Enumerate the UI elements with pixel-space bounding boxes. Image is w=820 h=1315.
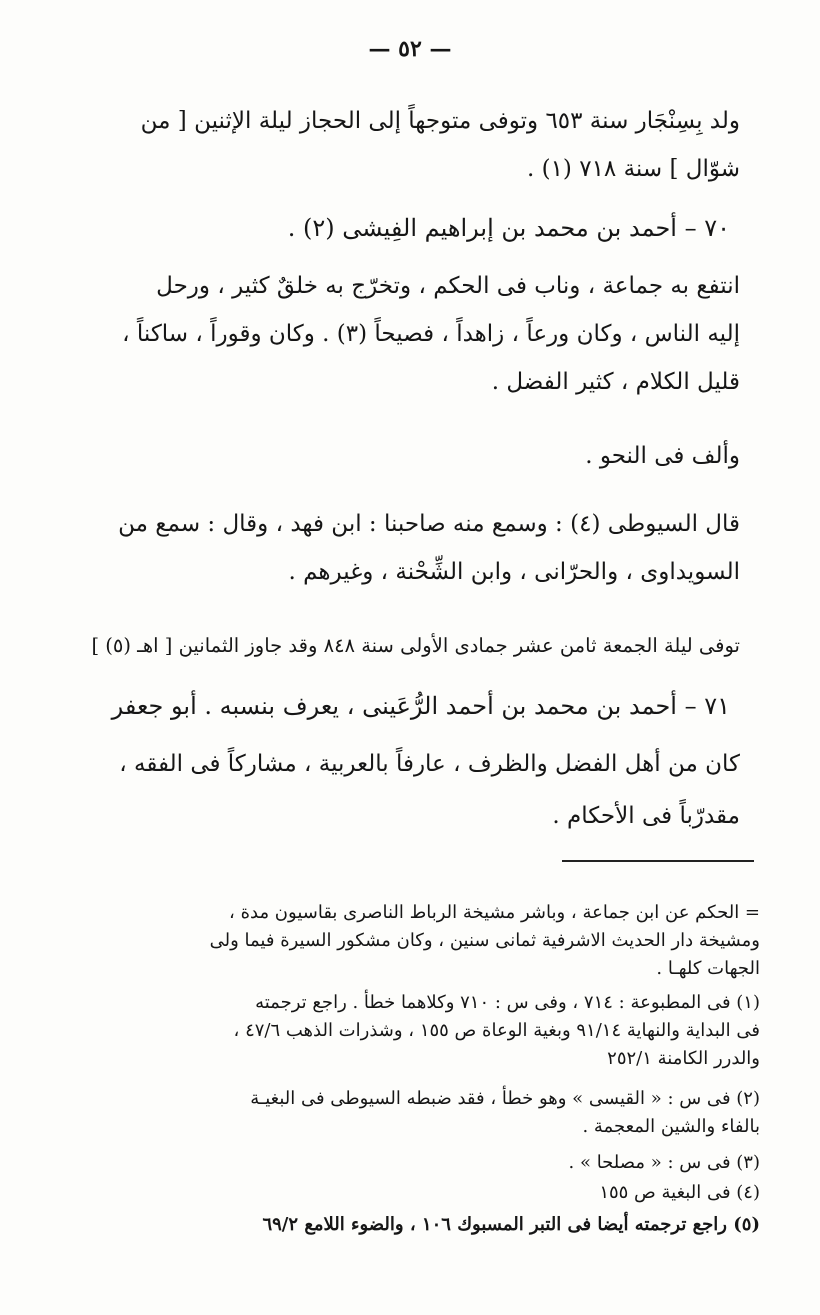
footnote-line: فى البداية والنهاية ٩١/١٤ وبغية الوعاة ص ١٥٥ ، وشذرات الذهب ٤٧/٦ ، <box>233 1020 760 1041</box>
body-line: انتفع به جماعة ، وناب فى الحكم ، وتخرّج به خلقٌ كثير ، ورحل <box>156 273 740 299</box>
body-line: كان من أهل الفضل والظرف ، عارفاً بالعربية ، مشاركاً فى الفقه ، <box>119 751 740 777</box>
body-line: إليه الناس ، وكان ورعاً ، زاهداً ، فصيحاً (٣) . وكان وقوراً ، ساكناً ، <box>122 321 740 347</box>
footnote-line: الجهات كلهـا . <box>656 958 760 979</box>
footnote-separator <box>562 860 754 862</box>
page-number: — ٥٢ — <box>368 36 452 62</box>
body-line: السويداوى ، والحرّانى ، وابن الشِّحْنة ، وغيرهم . <box>288 559 740 585</box>
body-line: شوّال ] سنة ٧١٨ (١) . <box>526 156 740 182</box>
body-line: وألف فى النحو . <box>585 443 740 469</box>
body-line: قال السيوطى (٤) : وسمع منه صاحبنا : ابن فهد ، وقال : سمع من <box>118 511 740 537</box>
body-line: ولد بِسِنْجَار سنة ٦٥٣ وتوفى متوجهاً إلى الحجاز ليلة الإثنين [ من <box>140 108 740 134</box>
footnote-line: ومشيخة دار الحديث الاشرفية ثمانى سنين ، وكان مشكور السيرة فيما ولى <box>209 930 760 951</box>
footnote-line: (٤) فى البغية ص ١٥٥ <box>599 1182 760 1203</box>
body-line: قليل الكلام ، كثير الفضل . <box>491 369 740 395</box>
footnote-line: بالفاء والشين المعجمة . <box>582 1116 760 1137</box>
entry-heading-71: ٧١ – أحمد بن محمد بن أحمد الرُّعَينى ، يعرف بنسبه . أبو جعفر <box>111 692 730 720</box>
entry-heading-70: ٧٠ – أحمد بن محمد بن إبراهيم الفِيشى (٢) . <box>287 214 730 242</box>
body-line: مقدرّباً فى الأحكام . <box>552 803 740 829</box>
footnote-line: (٣) فى س : « مصلحا » . <box>568 1152 760 1173</box>
footnote-line: والدرر الكامنة ٢٥٢/١ <box>607 1048 760 1069</box>
body-line: توفى ليلة الجمعة ثامن عشر جمادى الأولى سنة ٨٤٨ وقد جاوز الثمانين [ اهـ (٥) ] <box>91 634 740 657</box>
footnote-line: = الحكم عن ابن جماعة ، وباشر مشيخة الرباط الناصرى بقاسيون مدة ، <box>229 902 760 923</box>
footnote-line: (٢) فى س : « القيسى » وهو خطأ ، فقد ضبطه السيوطى فى البغيـة <box>250 1088 760 1109</box>
footnote-line: (١) فى المطبوعة : ٧١٤ ، وفى س : ٧١٠ وكلاهما خطأ . راجع ترجمته <box>255 992 760 1013</box>
footnote-line: (٥) راجع ترجمته أيضا فى التبر المسبوك ١٠٦ ، والضوء اللامع ٦٩/٢ <box>262 1214 760 1235</box>
